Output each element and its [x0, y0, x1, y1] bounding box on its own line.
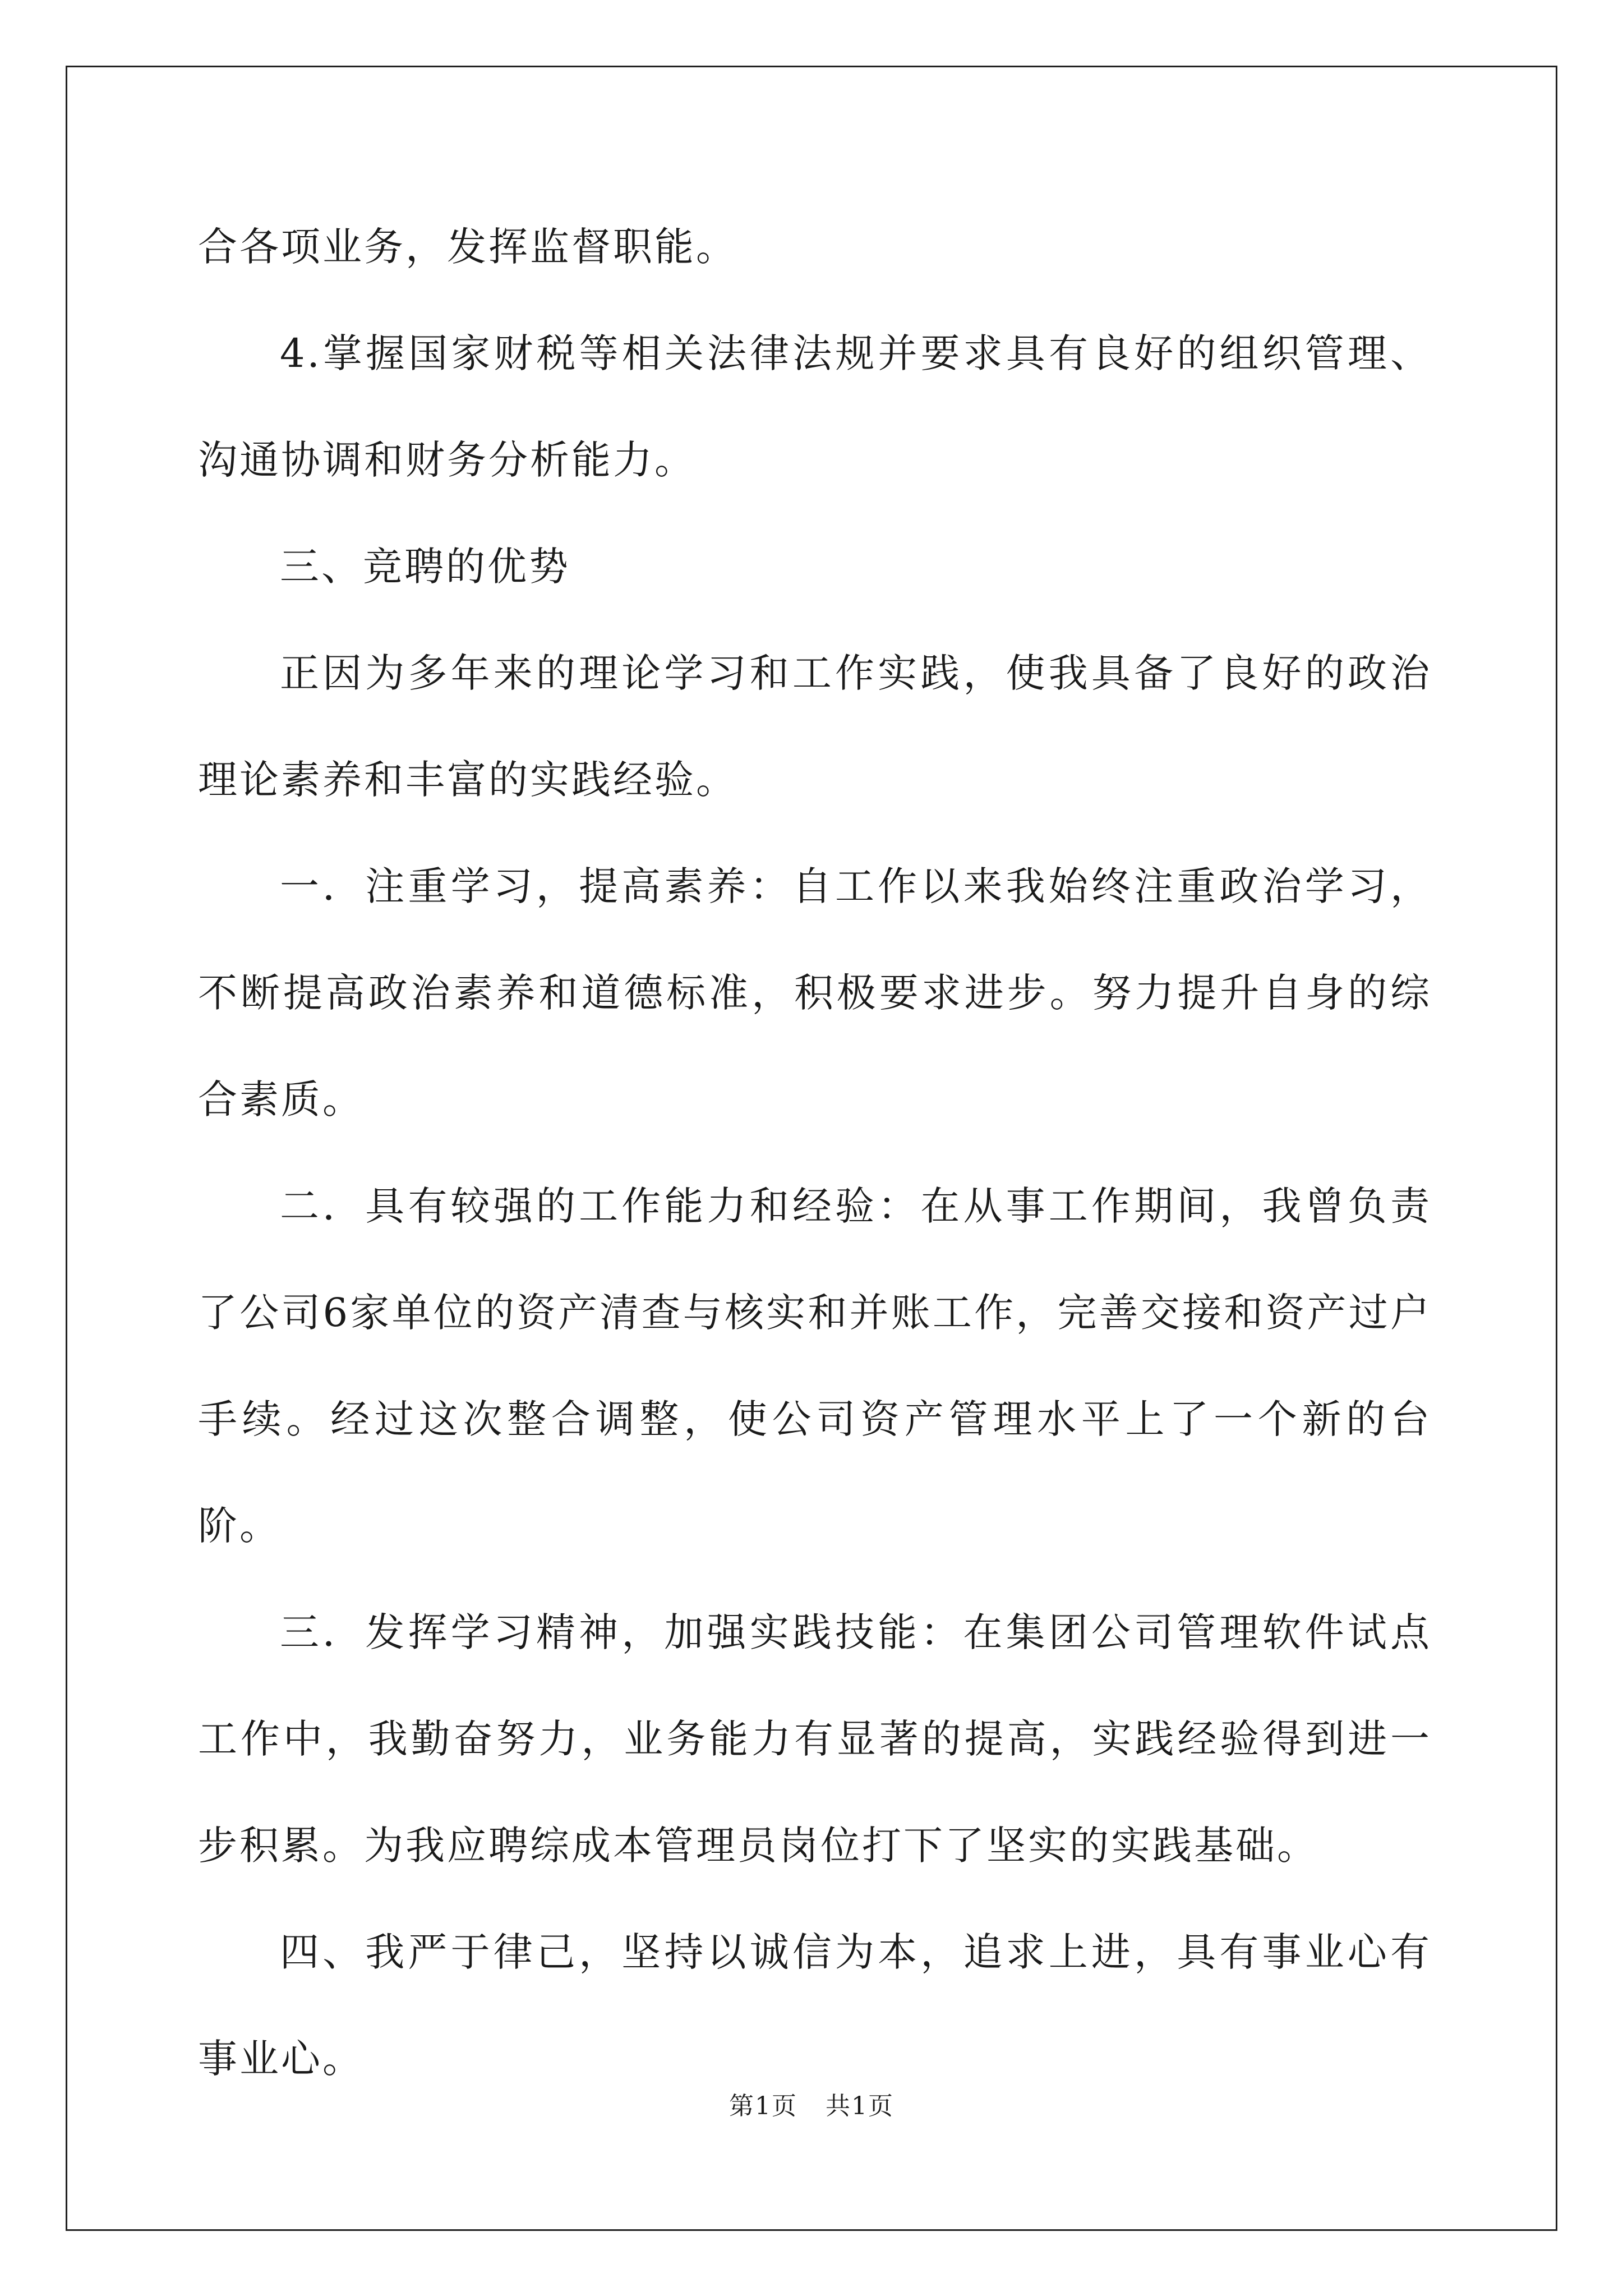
- paragraph-2: 4.掌握国家财税等相关法律法规并要求具有良好的组织管理、沟通协调和财务分析能力。: [198, 330, 1432, 483]
- page-number: 第1页: [729, 2092, 797, 2120]
- section-heading: 三、竞聘的优势: [280, 544, 570, 590]
- document-body: [198, 194, 1432, 2112]
- paragraph-6: 二．具有较强的工作能力和经验：在从事工作期间，我曾负责了公司6家单位的资产清查与核实和并账工作，完善交接和资产过户手续。经过这次整合调整，使公司资产管理水平上了一个新的台阶。: [198, 1183, 1432, 1549]
- paragraph-1: 合各项业务，发挥监督职能。: [198, 224, 737, 270]
- page-footer: [0, 2086, 1623, 2122]
- paragraph-8: 四、我严于律己，坚持以诚信为本，追求上进，具有事业心有事业心。: [198, 1929, 1432, 2082]
- paragraph-4: 正因为多年来的理论学习和工作实践，使我具备了良好的政治理论素养和丰富的实践经验。: [198, 650, 1432, 803]
- paragraph-5: 一．注重学习，提高素养：自工作以来我始终注重政治学习，不断提高政治素养和道德标准，积极要求进步。努力提升自身的综合素质。: [198, 863, 1432, 1122]
- page-total: 共1页: [826, 2092, 894, 2120]
- paragraph-7: 三．发挥学习精神，加强实践技能：在集团公司管理软件试点工作中，我勤奋努力，业务能力有显著的提高，实践经验得到进一步积累。为我应聘综成本管理员岗位打下了坚实的实践基础。: [198, 1609, 1432, 1869]
